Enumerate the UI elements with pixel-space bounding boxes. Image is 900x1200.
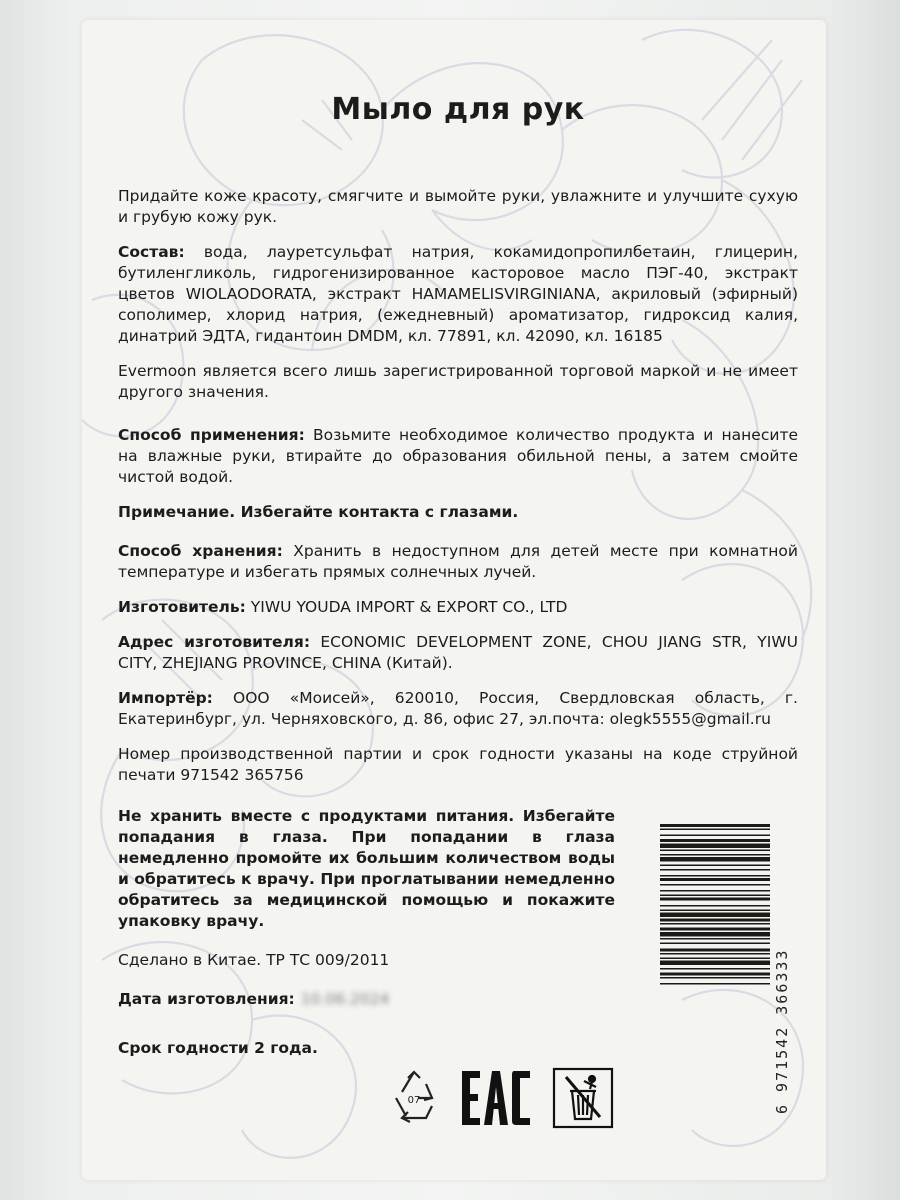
shelf-life-paragraph: Срок годности 2 года. <box>118 1039 318 1057</box>
product-label <box>82 20 826 1180</box>
batch-info-paragraph: Номер производственной партии и срок годности указаны на коде струйной печати 971542 365756 <box>118 745 798 784</box>
manufacturer-address-label: Адрес изготовителя: <box>118 633 311 651</box>
importer-paragraph <box>118 688 798 730</box>
warning-paragraph: Не хранить вместе с продуктами питания. Избегайте попадания в глаза. При попадании в глаза немедленно промойте их большим количеством воды и обратитесь к врачу. При проглатывании немедленно обратитесь за медицинской помощью и покажите упаковку врачу. <box>118 807 615 930</box>
storage-paragraph <box>118 541 798 583</box>
manufacturer-text: YIWU YOUDA IMPORT & EXPORT CO., LTD <box>245 598 568 616</box>
eac-icon <box>460 1067 532 1133</box>
barcode-image <box>660 824 770 1114</box>
made-in-paragraph: Сделано в Китае. ТР ТС 009/2011 <box>118 951 390 969</box>
manufacturer-address-text: ECONOMIC DEVELOPMENT ZONE, CHOU JIANG STR, YIWU CITY, ZHEJIANG PROVINCE, CHINA (Китай). <box>118 633 799 672</box>
manufacturer-label: Изготовитель: <box>118 598 246 616</box>
trash-bin-icon <box>552 1067 614 1133</box>
composition-paragraph <box>118 242 798 347</box>
intro-paragraph: Придайте коже красоту, смягчите и вымойте руки, увлажните и улучшите сухую и грубую кожу рук. <box>118 187 798 226</box>
usage-paragraph <box>118 425 798 488</box>
manufacturer-address-paragraph <box>118 632 798 674</box>
usage-text: Возьмите необходимое количество продукта и нанесите на влажные руки, втирайте до образования обильной пены, а затем смойте чистой водой. <box>118 426 799 486</box>
storage-text: Хранить в недоступном для детей месте при комнатной температуре и избегать прямых солнечных лучей. <box>118 542 798 581</box>
importer-label: Импортёр: <box>118 689 213 707</box>
importer-text: ООО «Моисей», 620010, Россия, Свердловская область, г. Екатеринбург, ул. Черняховского, д. 86, офис 27, эл.почта: olegk5555@gmail.ru <box>118 689 798 728</box>
certification-icons <box>388 1065 614 1135</box>
trademark-note: Evermoon является всего лишь зарегистрированной торговой маркой и не имеет другого значения. <box>118 362 798 401</box>
manufacture-date-value: 10.06.2024 <box>300 990 390 1008</box>
manufacture-date-label: Дата изготовления: <box>118 990 295 1008</box>
barcode-number: 6 971542 366333 <box>773 948 791 1114</box>
usage-label: Способ применения: <box>118 426 305 444</box>
recycle-code: 07 <box>407 1095 421 1106</box>
product-title: Мыло для рук <box>331 92 585 127</box>
recycle-icon <box>388 1068 440 1132</box>
composition-label: Состав: <box>118 243 185 261</box>
manufacturer-paragraph <box>118 597 798 618</box>
storage-label: Способ хранения: <box>118 542 283 560</box>
composition-text: вода, лауретсульфат натрия, кокамидопропилбетаин, глицерин, бутиленгликоль, гидрогенизированное касторовое масло ПЭГ-40, экстракт цветов WIOLAODORATA, экстракт HAMAMELISVIRGINIANA, акриловый (эфирный) сополимер, хлорид натрия, (ежедневный) ароматизатор, гидроксид калия, динатрий ЭДТА, гидантоин DMDM, кл. 77891, кл. 42090, кл. 16185 <box>118 243 798 345</box>
note-paragraph: Примечание. Избегайте контакта с глазами. <box>118 503 519 521</box>
